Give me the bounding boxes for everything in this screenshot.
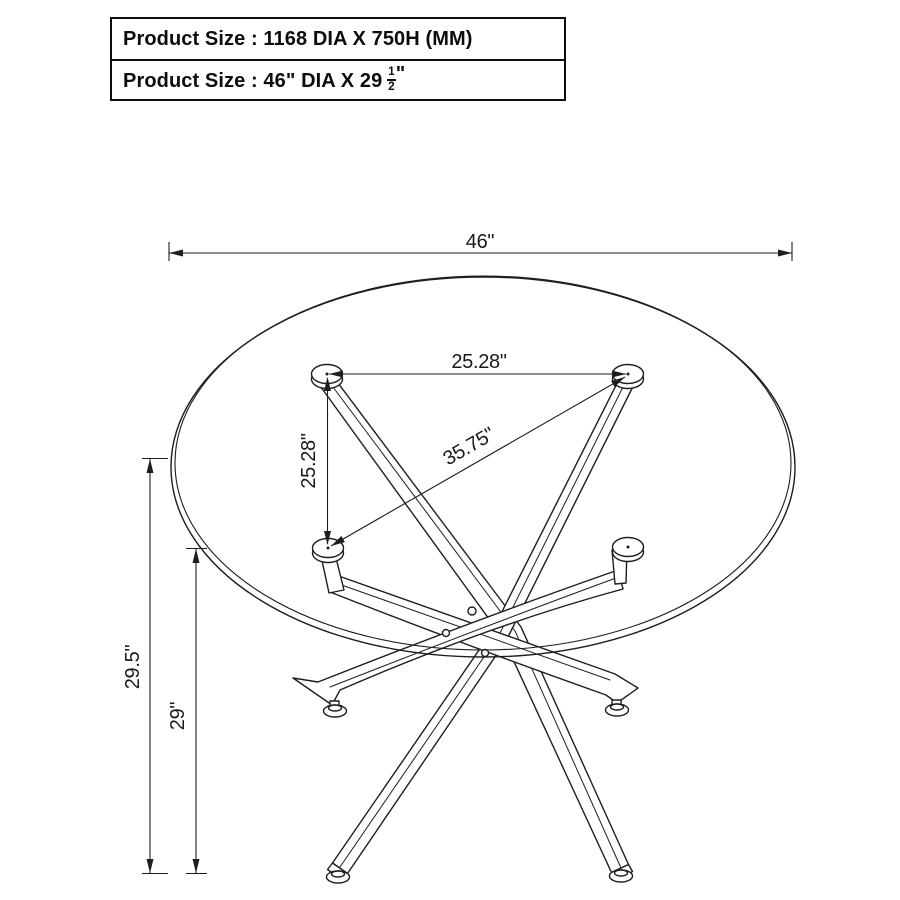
dim-leg-span-vertical (298, 377, 331, 545)
dim-clearance-height (167, 549, 207, 874)
inch-fraction (387, 67, 396, 94)
fraction-numerator: 1 (387, 67, 396, 82)
product-size-inches-prefix: Product Size : 46" DIA X 29 (123, 69, 383, 92)
arrow-down-icon (193, 859, 200, 873)
dim-clearance-height-label: 29" (167, 701, 189, 731)
product-size-row-mm (112, 19, 564, 61)
dim-leg-span-diagonal-label: 35.75" (439, 423, 499, 471)
product-size-row-inches (112, 61, 564, 101)
arrow-left-icon (169, 250, 183, 257)
leg-mount-disc-mid-right (613, 538, 644, 562)
dim-overall-height-label: 29.5" (122, 644, 144, 690)
leg-mount-disc-top-right (613, 365, 644, 389)
arrow-right-icon (778, 250, 792, 257)
leg-foot-bottom-left (327, 871, 350, 883)
arrow-up-icon (147, 459, 154, 473)
dim-diameter-label: 46" (465, 231, 495, 253)
product-size-inches-suffix: " (395, 63, 406, 85)
fraction-denominator: 2 (388, 81, 395, 93)
arrow-down-icon (147, 859, 154, 873)
arrow-up-icon (193, 549, 200, 563)
hub-bolt-icon (443, 630, 450, 637)
product-size-table (110, 17, 566, 101)
dim-overall-height (122, 459, 168, 874)
dim-diameter (169, 231, 792, 261)
hub-bolt-icon (482, 650, 489, 657)
hub-bolt-icon (468, 607, 476, 615)
dim-leg-span-horizontal-label: 25.28" (451, 351, 507, 373)
leg-foot-bottom-right (610, 870, 633, 882)
leg-foot-left (324, 701, 347, 717)
product-size-mm-text: Product Size : 1168 DIA X 750H (MM) (123, 27, 473, 50)
dim-leg-span-horizontal (329, 351, 626, 378)
leg-foot-right (606, 700, 629, 716)
dim-leg-span-vertical-label: 25.28" (298, 433, 320, 489)
